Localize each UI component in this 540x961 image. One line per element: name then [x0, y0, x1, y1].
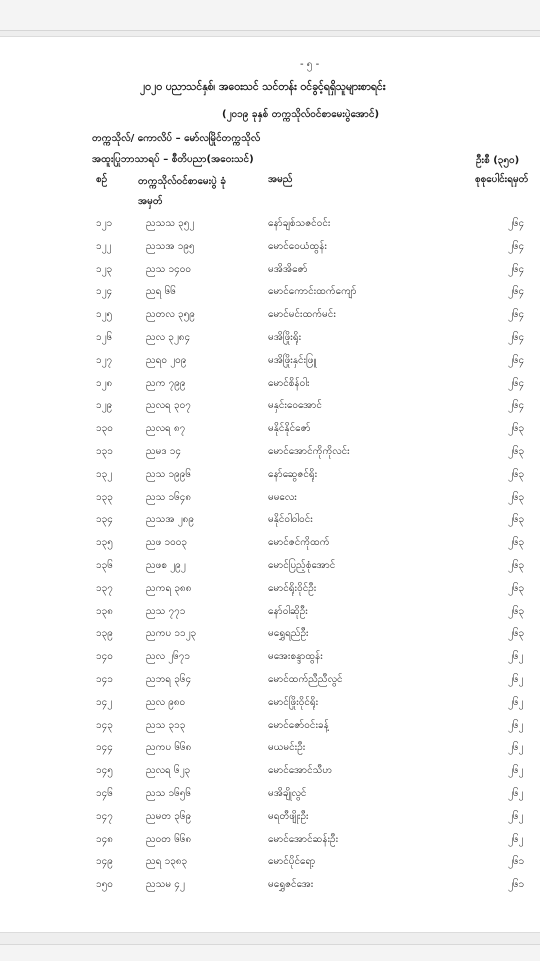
table-row: [0, 554, 540, 577]
row-serial: ၁၄၅: [96, 765, 113, 777]
row-exam-roll: ညသမ ၄၂: [146, 879, 185, 891]
row-serial: ၁၃၂: [96, 468, 113, 480]
row-exam-roll: ညကရ ၃၈၈: [146, 582, 192, 594]
row-exam-roll: ညဖစ ၂၉၂: [146, 559, 186, 571]
row-exam-roll: ညက ၇၉၉: [146, 377, 186, 389]
quota-label: ဦးစီ (၃၅၀): [476, 155, 520, 166]
row-name: မောင်အောင်ကိုကိုလင်း: [268, 445, 350, 457]
row-serial: ၁၄၃: [96, 719, 113, 731]
row-serial: ၁၃၁: [96, 445, 113, 457]
row-total-marks: ၂၆၂: [508, 651, 524, 663]
row-serial: ၁၂၃: [96, 263, 113, 275]
table-row: [0, 668, 540, 691]
row-exam-roll: ညလရ ၆၂၃: [146, 765, 191, 777]
row-exam-roll: ညလ ၃၂၈၄: [146, 331, 191, 343]
document-subtitle: (၂၀၁၉ ခုနှစ် တက္ကသိုလ်ဝင်စာမေးပွဲအောင်): [222, 109, 380, 120]
row-serial: ၁၂၆: [96, 331, 113, 343]
table-row: [0, 280, 540, 303]
row-name: မောင်မင်းထက်မင်း: [268, 309, 336, 321]
row-exam-roll: ညကပ ၁၁၂၃: [146, 628, 197, 640]
row-name: မအိအိဇော်: [268, 263, 308, 275]
header-serial: စဉ်: [96, 174, 108, 185]
row-name: မရွှေဇင်အေး: [268, 879, 314, 891]
row-exam-roll: ညသ ၁၆၄၈: [146, 491, 192, 503]
row-name: မနှင်းဝေအောင်: [268, 400, 322, 412]
table-row: [0, 417, 540, 440]
row-exam-roll: ညသ ၁၆၅၆: [146, 787, 192, 799]
row-name: မရတီဖျိုးဦး: [268, 810, 309, 822]
row-total-marks: ၂၆၃: [508, 514, 525, 526]
row-total-marks: ၂၆၁: [508, 856, 525, 868]
row-total-marks: ၂၆၄: [508, 400, 525, 412]
row-total-marks: ၂၆၃: [508, 628, 525, 640]
row-name: မောင်အောင်ဆန်းဦး: [268, 833, 339, 845]
document-title: ၂၀၂၀ ပညာသင်နှစ်၊ အဝေးသင် သင်တန်း ဝင်ခွင့်ရရှိသူများစာရင်း: [140, 81, 386, 93]
row-serial: ၁၂၈: [96, 377, 113, 389]
row-serial: ၁၂၇: [96, 354, 113, 366]
table-row: [0, 759, 540, 782]
row-exam-roll: ညသအ ၁၉၅: [146, 240, 195, 252]
row-total-marks: ၂၆၃: [508, 559, 525, 571]
viewer-bottom-bar: [0, 944, 540, 961]
row-total-marks: ၂၆၂: [508, 719, 524, 731]
table-row: [0, 622, 540, 645]
row-name: မအေးစန္ဒာထွန်း: [268, 651, 323, 663]
row-name: မောင်ရိုးဝိုင်ဦး: [268, 582, 317, 594]
row-serial: ၁၄၆: [96, 787, 113, 799]
header-name: အမည်: [268, 174, 293, 185]
row-serial: ၁၃၅: [96, 537, 113, 549]
table-row: [0, 463, 540, 486]
row-name: မောင်ဖြိုးဝိုင်ရိုး: [268, 696, 319, 708]
row-exam-roll: ညဘရ ၃၆၄: [146, 673, 192, 685]
row-name: မောင်စိန်ဝါး: [268, 377, 310, 389]
table-row: [0, 235, 540, 258]
row-total-marks: ၂၆၂: [508, 673, 524, 685]
viewer-top-bar: [0, 0, 540, 31]
university-line: တက္ကသိုလ်/ ကောလိပ် – မော်လမြိုင်တက္ကသိုလ်: [92, 133, 261, 144]
row-exam-roll: ညမဒ ၁၄: [146, 445, 182, 457]
row-serial: ၁၄၈: [96, 833, 113, 845]
row-serial: ၁၂၂: [96, 240, 112, 252]
row-serial: ၁၅၀: [96, 879, 113, 891]
table-row: [0, 440, 540, 463]
table-row: [0, 486, 540, 509]
row-total-marks: ၂၆၄: [508, 240, 525, 252]
row-exam-roll: ညရ ၆၆: [146, 286, 176, 298]
table-row: [0, 349, 540, 372]
row-total-marks: ၂၆၄: [508, 218, 525, 229]
table-row: [0, 873, 540, 896]
table-row: [0, 736, 540, 759]
row-serial: ၁၃၃: [96, 491, 113, 503]
header-exam-roll: တက္ကသိုလ်ဝင်စာမေးပွဲ ခုံအမှတ်: [138, 176, 226, 207]
row-serial: ၁၄၂: [96, 696, 113, 708]
table-row: [0, 508, 540, 531]
row-total-marks: ၂၆၂: [508, 765, 524, 777]
row-serial: ၁၂၉: [96, 400, 113, 412]
row-name: မယမင်းဦး: [268, 742, 306, 754]
row-total-marks: ၂၆၄: [508, 286, 525, 298]
row-exam-roll: ညရ၀ ၂၀၉: [146, 354, 187, 366]
row-serial: ၁၂၅: [96, 309, 113, 321]
row-name: မောင်ဇင်ကိုထက်: [268, 537, 330, 549]
row-exam-roll: ညသသ ၃၅၂: [146, 218, 195, 229]
row-total-marks: ၂၆၄: [508, 263, 525, 275]
row-total-marks: ၂၆၃: [508, 491, 525, 503]
row-name: မအိဖြိုးနှင်းဖြူ: [268, 354, 317, 366]
row-total-marks: ၂၆၃: [508, 605, 525, 617]
major-line: အထူးပြုဘာသာရပ် – စီတိပညာ(အဝေးသင်): [92, 154, 254, 165]
row-name: နော်ဝါဆိုဦး: [268, 605, 308, 617]
row-total-marks: ၂၆၃: [508, 537, 525, 549]
table-row: [0, 850, 540, 873]
row-serial: ၁၃၄: [96, 514, 113, 526]
row-name: မောင်ထက်ညီညီလွင်: [268, 673, 343, 685]
row-name: မရွှေရည်ဦး: [268, 628, 309, 640]
row-exam-roll: ညလရ ၃၀၇: [146, 400, 191, 412]
row-total-marks: ၂၆၄: [508, 309, 525, 321]
row-serial: ၁၂၁: [96, 218, 113, 229]
row-total-marks: ၂၆၄: [508, 331, 525, 343]
row-total-marks: ၂၆၃: [508, 445, 525, 457]
table-row: [0, 394, 540, 417]
row-name: မောင်ပိုင်ရော့: [268, 856, 316, 868]
row-name: မောင်ဇော်ဝင်းခန့်: [268, 719, 329, 731]
row-serial: ၁၃၈: [96, 605, 113, 617]
row-serial: ၁၄၉: [96, 856, 113, 868]
table-row: [0, 600, 540, 623]
header-total-marks: စုစုပေါင်းရမှတ်: [475, 174, 529, 185]
row-total-marks: ၂၆၂: [508, 810, 524, 822]
table-row: [0, 303, 540, 326]
row-total-marks: ၂၆၃: [508, 468, 525, 480]
row-total-marks: ၂၆၂: [508, 742, 524, 754]
row-name: မအိဖြိုးရိုး: [268, 331, 302, 343]
table-row: [0, 258, 540, 281]
table-row: [0, 805, 540, 828]
row-serial: ၁၃၀: [96, 423, 113, 435]
row-serial: ၁၄၁: [96, 673, 113, 685]
row-exam-roll: ညသ ၃၁၃: [146, 719, 186, 731]
document-page: [0, 36, 540, 933]
row-exam-roll: ညသ ၇၇၁: [146, 605, 186, 617]
row-serial: ၁၃၉: [96, 628, 113, 640]
row-exam-roll: ညလ ၉၈၀: [146, 696, 186, 708]
table-row: [0, 714, 540, 737]
table-row: [0, 828, 540, 851]
row-exam-roll: ညသ ၁၉၉၆: [146, 468, 192, 480]
table-row: [0, 212, 540, 235]
results-list: [0, 212, 540, 896]
row-name: မမလေး: [268, 491, 297, 503]
row-serial: ၁၃၇: [96, 582, 113, 594]
row-total-marks: ၂၆၂: [508, 787, 524, 799]
row-total-marks: ၂၆၄: [508, 354, 525, 366]
row-serial: ၁၄၄: [96, 742, 113, 754]
table-row: [0, 782, 540, 805]
row-total-marks: ၂၆၂: [508, 696, 524, 708]
row-name: မနိုင်နိုင်ဇော်: [268, 423, 311, 435]
row-total-marks: ၂၆၃: [508, 582, 525, 594]
table-row: [0, 372, 540, 395]
row-exam-roll: ညသအ ၂၈၉: [146, 514, 194, 526]
row-exam-roll: ညလ ၂၆၇၁: [146, 651, 191, 663]
row-total-marks: ၂၆၄: [508, 377, 525, 389]
row-exam-roll: ညဝတ ၆၆၈: [146, 833, 192, 845]
row-name: မောင်ဝေယံထွန်း: [268, 240, 327, 252]
row-exam-roll: ညလရ ၈၇: [146, 423, 186, 435]
row-serial: ၁၄၀: [96, 651, 113, 663]
row-name: မောင်အောင်သီဟ: [268, 765, 333, 777]
page-number: - ၅ -: [300, 59, 320, 70]
table-row: [0, 691, 540, 714]
row-exam-roll: ညတလ ၃၅၉: [146, 309, 195, 321]
table-row: [0, 645, 540, 668]
row-exam-roll: ညကပ ၆၆၈: [146, 742, 192, 754]
row-exam-roll: ညဖ ၁၀၀၃: [146, 537, 188, 549]
row-serial: ၁၂၄: [96, 286, 113, 298]
row-name: နော်ဆွေဇင်ရိုး: [268, 468, 318, 480]
row-name: မနိုင်ဝါဝါဝင်း: [268, 514, 313, 526]
row-name: မအိချိုလွင်: [268, 787, 307, 799]
row-name: မောင်ကောင်းထက်ကျော်: [268, 286, 357, 298]
row-name: မောင်ပြည့်စုံအောင်: [268, 559, 336, 571]
row-serial: ၁၃၆: [96, 559, 113, 571]
table-row: [0, 326, 540, 349]
row-exam-roll: ညမတ ၃၆၉: [146, 810, 192, 822]
table-row: [0, 577, 540, 600]
row-name: နော်ချစ်သဇင်ဝင်း: [268, 218, 331, 229]
table-row: [0, 531, 540, 554]
row-exam-roll: ညရ ၁၃၈၃: [146, 856, 188, 868]
row-total-marks: ၂၆၁: [508, 879, 525, 891]
row-serial: ၁၄၇: [96, 810, 113, 822]
row-exam-roll: ညသ ၁၄၀၀: [146, 263, 192, 275]
row-total-marks: ၂၆၂: [508, 833, 524, 845]
row-total-marks: ၂၆၃: [508, 423, 525, 435]
